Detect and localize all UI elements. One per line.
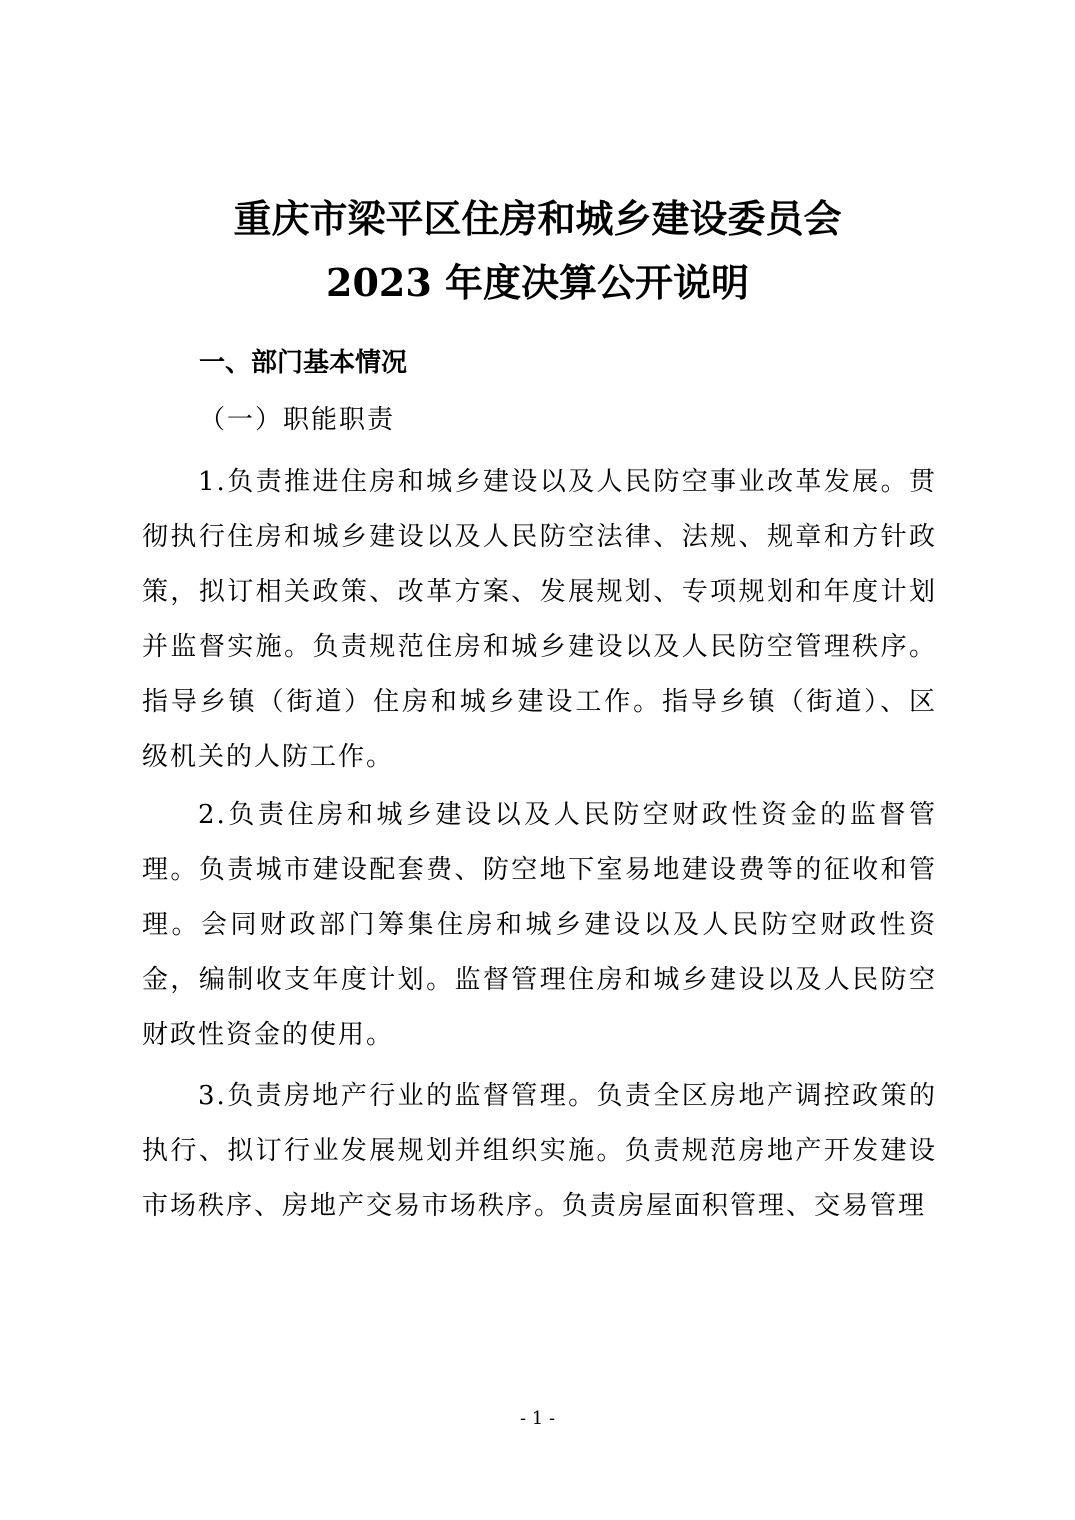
section-heading: 一、部门基本情况 xyxy=(199,348,408,378)
page-number: - 1 - xyxy=(519,1408,556,1429)
subsection-heading: （一）职能职责 xyxy=(199,405,396,435)
paragraph-duty-3: 3.负责房地产行业的监督管理。负责全区房地产调控政策的执行、拟订行业发展规划并组织实施。负责规范房地产开发建设市场秩序、房地产交易市场秩序。负责房屋面积管理、交易管理 xyxy=(142,1081,937,1221)
document-title-line-1: 重庆市梁平区住房和城乡建设委员会 xyxy=(233,196,842,241)
paragraph-duty-2: 2.负责住房和城乡建设以及人民防空财政性资金的监督管理。负责城市建设配套费、防空地下室易地建设费等的征收和管理。会同财政部门筹集住房和城乡建设以及人民防空财政性资金，编制收支年度计划。监督管理住房和城乡建设以及人民防空财政性资金的使用。 xyxy=(142,800,937,1050)
paragraph-duty-1: 1.负责推进住房和城乡建设以及人民防空事业改革发展。贯彻执行住房和城乡建设以及人民防空法律、法规、规章和方针政策，拟订相关政策、改革方案、发展规划、专项规划和年度计划并监督实施。负责规范住房和城乡建设以及人民防空管理秩序。指导乡镇（街道）住房和城乡建设工作。指导乡镇（街道）、区级机关的人防工作。 xyxy=(142,467,937,772)
document-title-line-2: 2023 年度决算公开说明 xyxy=(326,260,749,305)
